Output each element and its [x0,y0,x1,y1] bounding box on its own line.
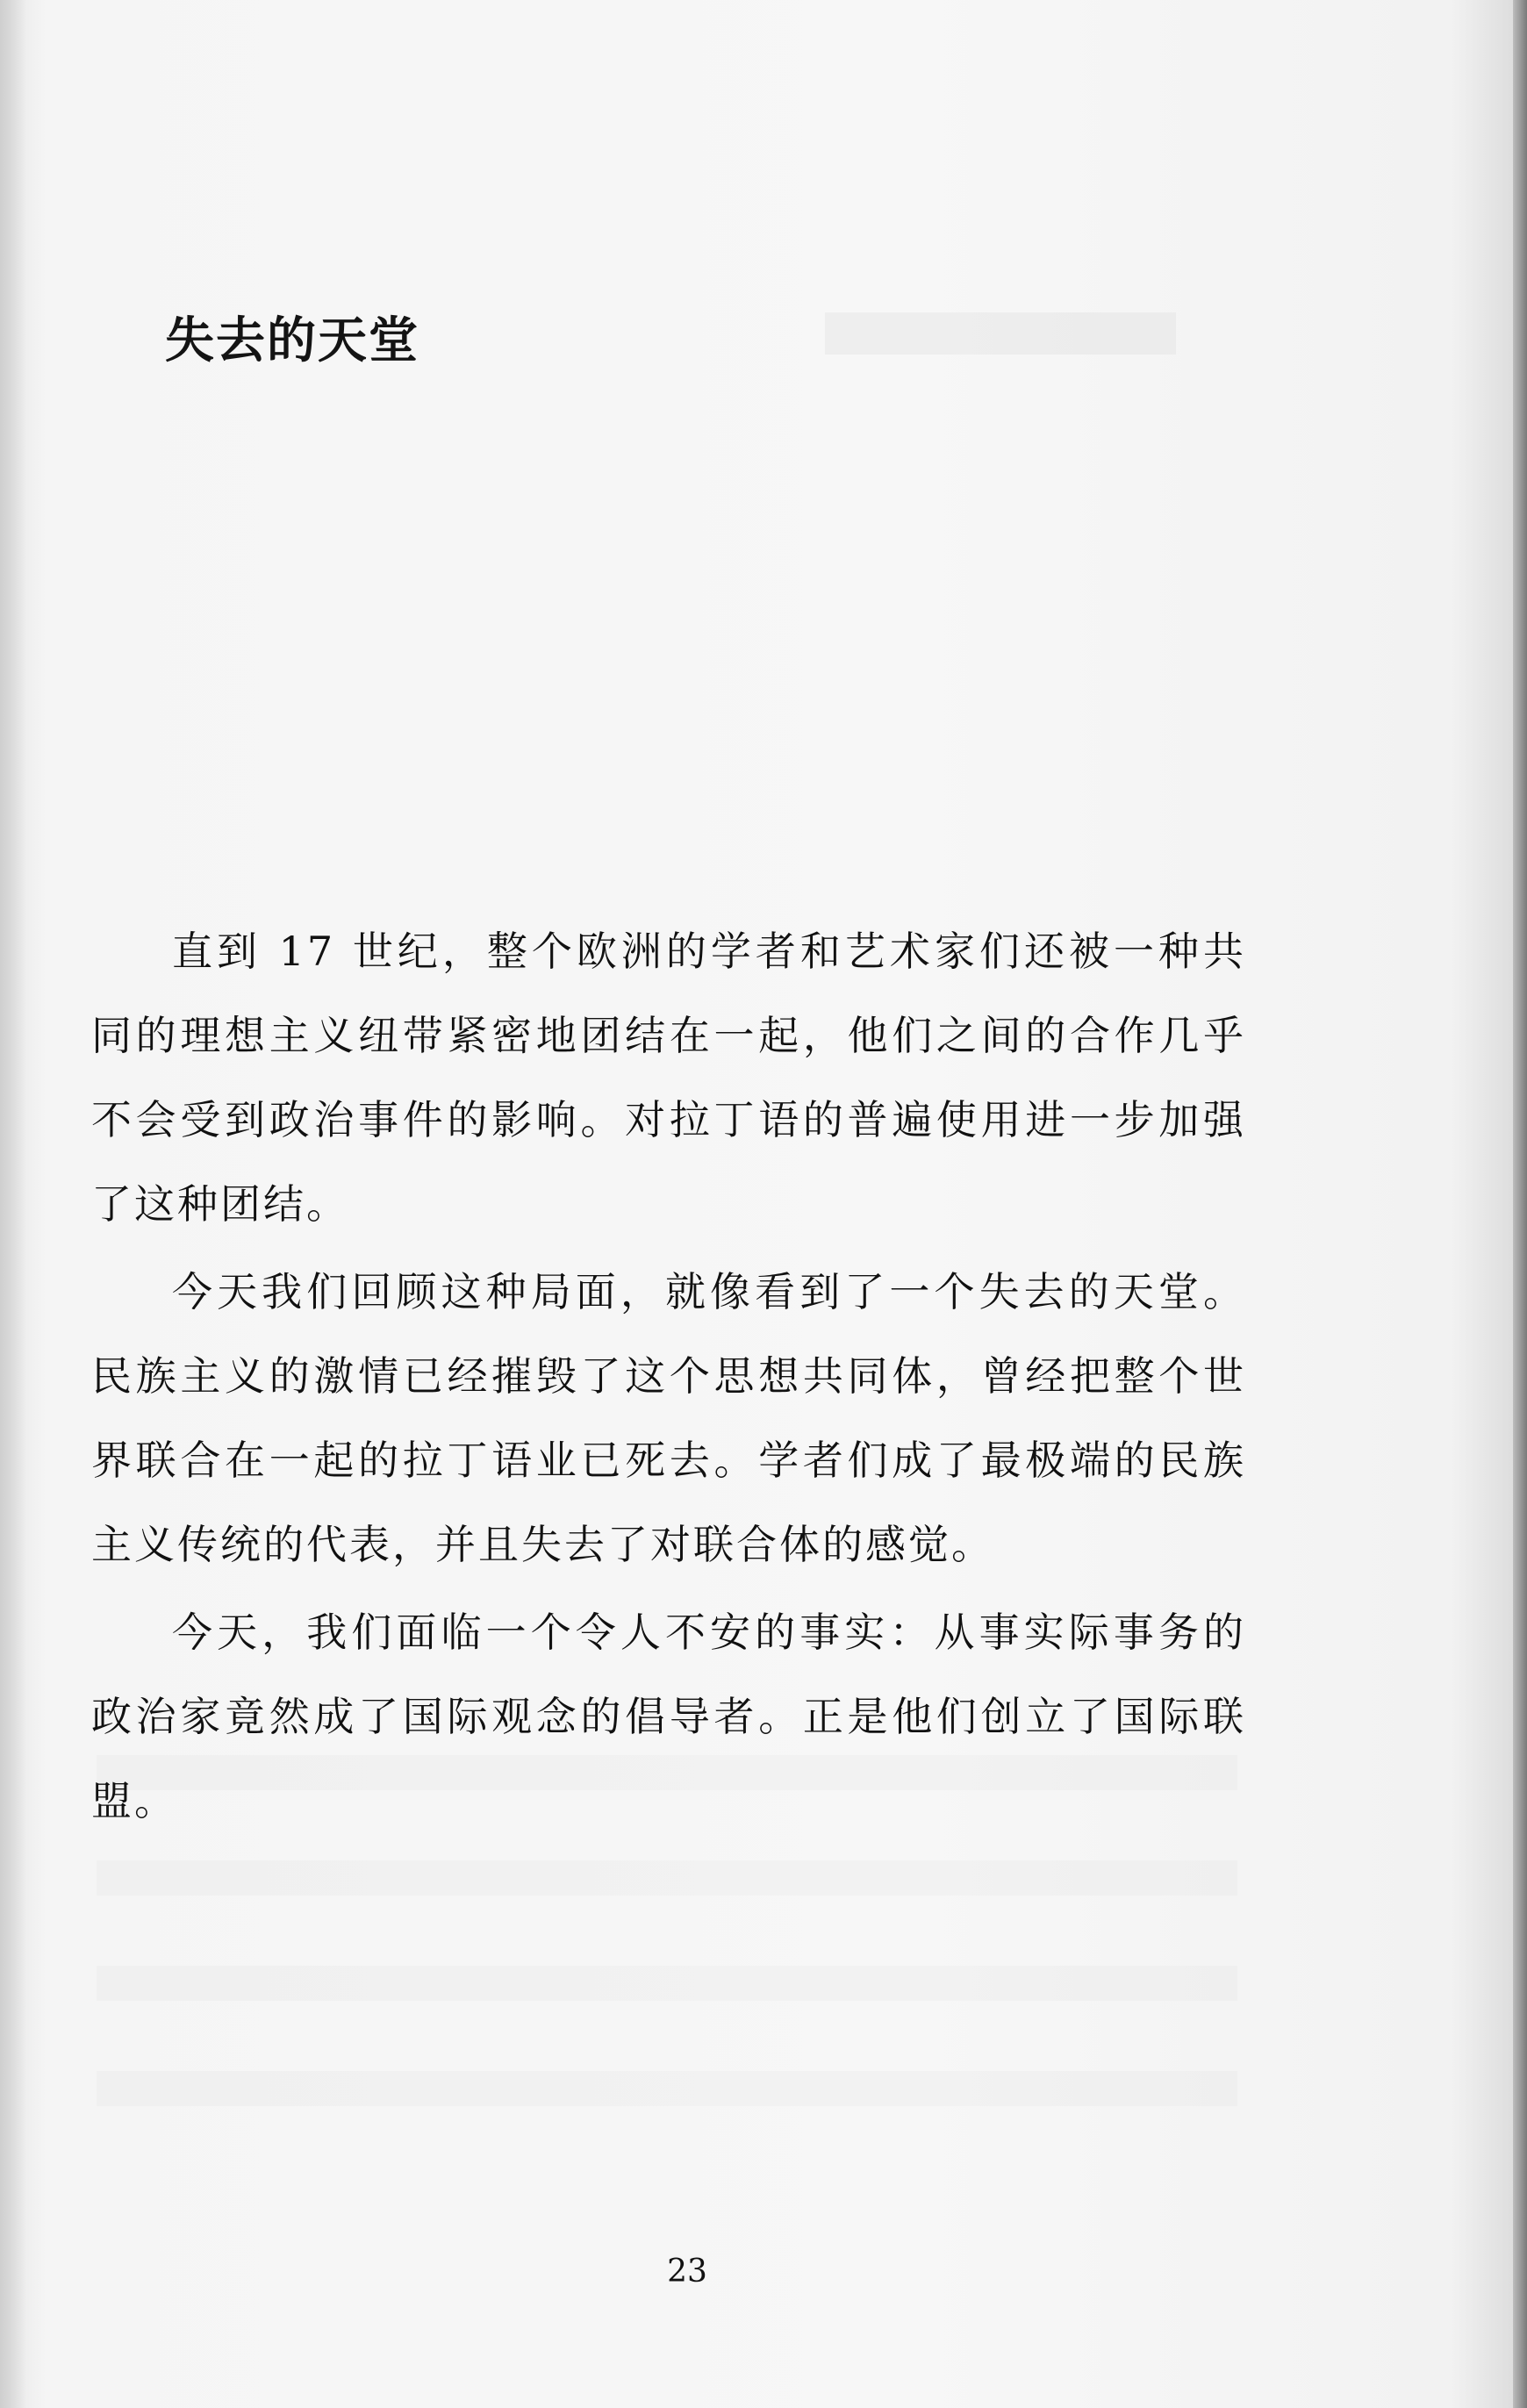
page-number: 23 [667,2254,707,2290]
bleed-through-band [97,1966,1237,2001]
bleed-through-band [825,312,1176,355]
body-paragraph-2: 今天我们回顾这种局面，就像看到了一个失去的天堂。民族主义的激情已经摧毁了这个思想共同体，曾经把整个世界联合在一起的拉丁语业已死去。学者们成了最极端的民族主义传统的代表，并且失去了对联合体的感觉。 [91,1268,1246,1568]
chapter-title: 失去的天堂 [165,312,419,369]
bleed-through-band [97,2071,1237,2106]
page-gutter-shadow [0,0,26,2408]
page-edge-shadow [1513,0,1527,2408]
bleed-through-band [97,1860,1237,1896]
body-paragraph-3: 今天，我们面临一个令人不安的事实：从事实际事务的政治家竟然成了国际观念的倡导者。正是他们创立了国际联盟。 [91,1609,1246,1824]
body-paragraph-1: 直到 17 世纪，整个欧洲的学者和艺术家们还被一种共同的理想主义纽带紧密地团结在一起，他们之间的合作几乎不会受到政治事件的影响。对拉丁语的普遍使用进一步加强了这种团结。 [91,928,1246,1228]
